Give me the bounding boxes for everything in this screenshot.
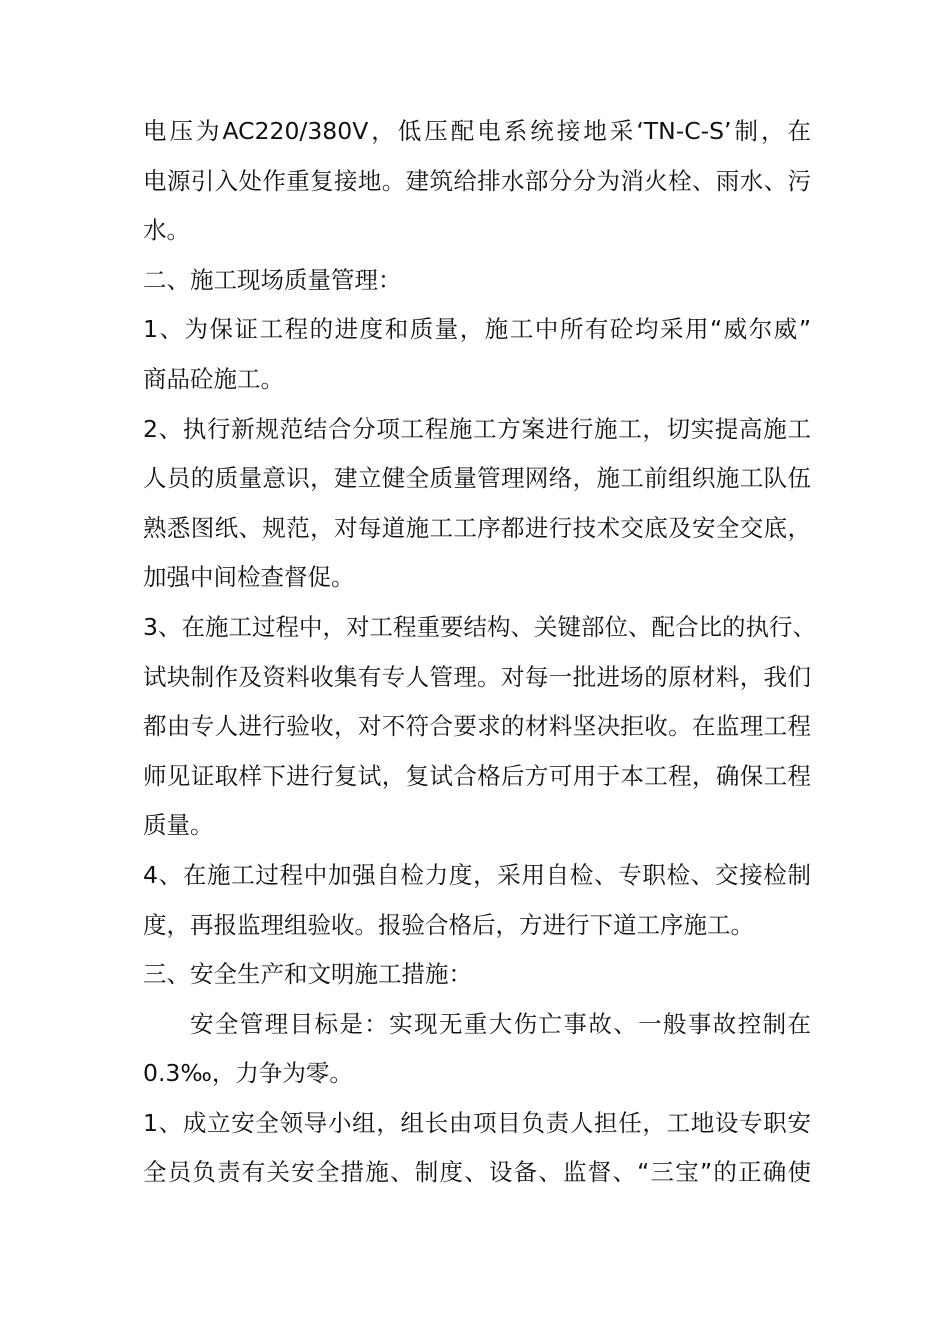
text-line: 2、执行新规范结合分项工程施工方案进行施工，切实提高施工 xyxy=(143,414,811,443)
text-line: 人员的质量意识，建立健全质量管理网络，施工前组织施工队伍 xyxy=(143,464,811,493)
text-line: 三、安全生产和文明施工措施： xyxy=(143,960,472,989)
text-line: 都由专人进行验收，对不符合要求的材料坚决拒收。在监理工程 xyxy=(143,712,811,741)
text-line: 安全管理目标是：实现无重大伤亡事故、一般事故控制在 xyxy=(190,1009,811,1038)
text-line: 电源引入处作重复接地。建筑给排水部分分为消火栓、雨水、污 xyxy=(143,166,811,195)
text-line: 质量。 xyxy=(143,811,214,840)
text-line: 3、在施工过程中，对工程重要结构、关键部位、配合比的执行、 xyxy=(143,612,816,641)
text-line: 1、成立安全领导小组，组长由项目负责人担任，工地设专职安 xyxy=(143,1108,811,1137)
text-line: 4、在施工过程中加强自检力度，采用自检、专职检、交接检制 xyxy=(143,860,811,889)
document-body xyxy=(143,107,816,1198)
text-line: 加强中间检查督促。 xyxy=(143,563,355,592)
text-line: 全员负责有关安全措施、制度、设备、监督、“三宝”的正确使 xyxy=(143,1158,811,1187)
text-line: 师见证取样下进行复试，复试合格后方可用于本工程，确保工程 xyxy=(143,761,811,790)
text-line: 度，再报监理组验收。报验合格后，方进行下道工序施工。 xyxy=(143,910,754,939)
text-line: 电压为AC220/380V，低压配电系统接地采‘TN-C-S’制，在 xyxy=(143,117,811,145)
text-line: 1、为保证工程的进度和质量，施工中所有砼均采用“威尔威” xyxy=(143,315,811,344)
text-line: 水。 xyxy=(143,216,190,245)
text-line: 熟悉图纸、规范，对每道施工工序都进行技术交底及安全交底， xyxy=(143,513,811,542)
text-line: 0.3‰，力争为零。 xyxy=(143,1059,353,1088)
text-line: 试块制作及资料收集有专人管理。对每一批进场的原材料，我们 xyxy=(143,662,811,691)
text-line: 二、施工现场质量管理： xyxy=(143,265,402,294)
text-line: 商品砼施工。 xyxy=(143,364,284,393)
